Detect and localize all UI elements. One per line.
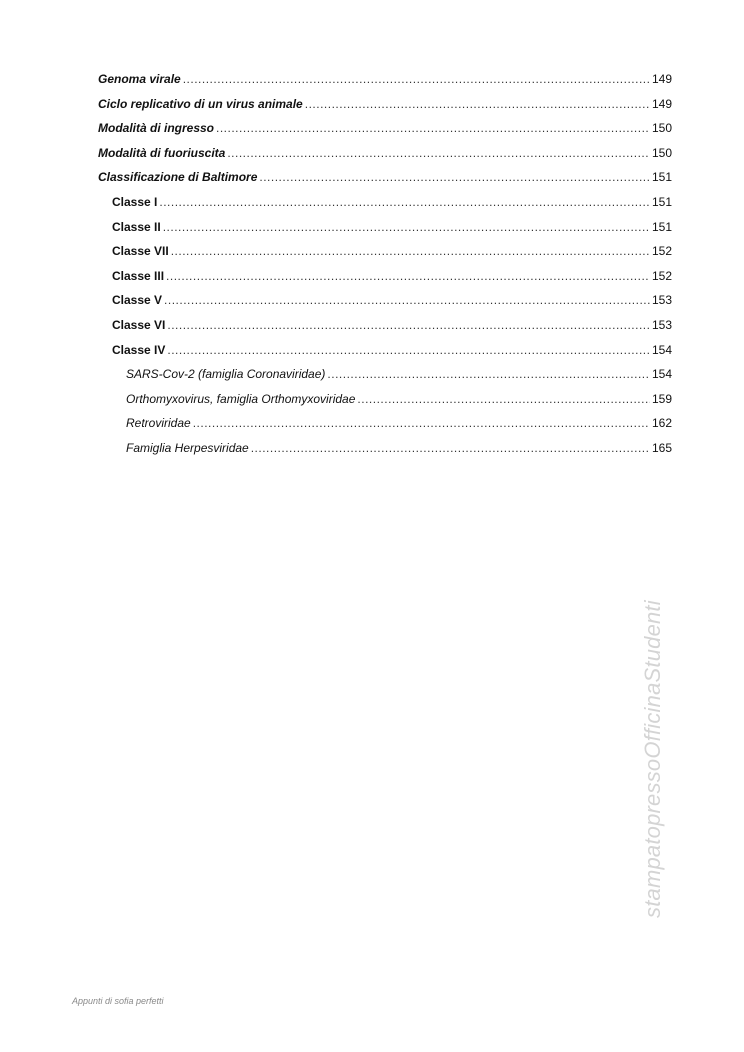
dot-leader	[251, 439, 650, 457]
dot-leader	[193, 414, 650, 432]
toc-entry-page: 150	[651, 121, 672, 136]
toc-entry[interactable]	[98, 70, 672, 95]
toc-entry-label: Classe III	[112, 268, 165, 283]
toc-entry[interactable]	[98, 414, 672, 439]
dot-leader	[167, 341, 650, 359]
toc-entry-label: Classe V	[112, 293, 163, 308]
toc-entry-label: SARS-Cov-2 (famiglia Coronaviridae)	[126, 367, 326, 382]
toc-entry-label: Classe I	[112, 194, 158, 209]
toc-entry[interactable]	[98, 168, 672, 193]
toc-entry-page: 159	[651, 391, 672, 406]
toc-entry[interactable]	[98, 267, 672, 292]
toc-entry-label: Classe VI	[112, 317, 166, 332]
toc-entry-page: 152	[651, 244, 672, 259]
page-footer: Appunti di sofia perfetti	[72, 996, 164, 1006]
toc-entry[interactable]	[98, 390, 672, 415]
toc-entry[interactable]	[98, 242, 672, 267]
toc-entry-label: Classe II	[112, 219, 161, 234]
toc-entry-label: Ciclo replicativo di un virus animale	[98, 96, 303, 111]
toc-entry-label: Orthomyxovirus, famiglia Orthomyxoviridae	[126, 391, 356, 406]
toc-entry-page: 151	[651, 170, 672, 185]
toc-entry[interactable]	[98, 119, 672, 144]
toc-entry-page: 154	[651, 367, 672, 382]
toc-entry-page: 152	[651, 268, 672, 283]
dot-leader	[171, 242, 650, 260]
dot-leader	[167, 316, 650, 334]
toc-entry-page: 151	[651, 219, 672, 234]
dot-leader	[216, 119, 650, 137]
toc-entry[interactable]	[98, 193, 672, 218]
toc-entry-label: Classe VII	[112, 244, 169, 259]
table-of-contents	[98, 70, 672, 464]
dot-leader	[327, 365, 650, 383]
toc-entry-label: Classificazione di Baltimore	[98, 170, 258, 185]
toc-entry-label: Retroviridae	[126, 416, 191, 431]
dot-leader	[159, 193, 650, 211]
toc-entry[interactable]	[98, 144, 672, 169]
toc-entry-page: 154	[651, 342, 672, 357]
dot-leader	[305, 95, 650, 113]
toc-entry-page: 153	[651, 293, 672, 308]
toc-entry[interactable]	[98, 95, 672, 120]
watermark: stampatopressoOfficinaStudenti	[640, 600, 665, 918]
toc-entry-page: 153	[651, 317, 672, 332]
toc-entry-page: 165	[651, 440, 672, 455]
dot-leader	[183, 70, 650, 88]
dot-leader	[166, 267, 650, 285]
dot-leader	[164, 291, 650, 309]
dot-leader	[357, 390, 650, 408]
dot-leader	[163, 218, 650, 236]
toc-entry[interactable]	[98, 365, 672, 390]
toc-entry-label: Modalità di ingresso	[98, 121, 215, 136]
toc-entry-page: 150	[651, 145, 672, 160]
toc-entry[interactable]	[98, 439, 672, 464]
dot-leader	[227, 144, 650, 162]
toc-entry-label: Famiglia Herpesviridae	[126, 440, 249, 455]
toc-entry-page: 149	[651, 72, 672, 86]
toc-entry-page: 149	[651, 96, 672, 111]
toc-entry-label: Genoma virale	[98, 72, 181, 86]
toc-entry-label: Modalità di fuoriuscita	[98, 145, 226, 160]
toc-entry-label: Classe IV	[112, 342, 166, 357]
toc-entry-page: 162	[651, 416, 672, 431]
toc-entry[interactable]	[98, 316, 672, 341]
dot-leader	[259, 168, 650, 186]
toc-entry[interactable]	[98, 218, 672, 243]
toc-entry[interactable]	[98, 341, 672, 366]
toc-entry[interactable]	[98, 291, 672, 316]
toc-entry-page: 151	[651, 194, 672, 209]
